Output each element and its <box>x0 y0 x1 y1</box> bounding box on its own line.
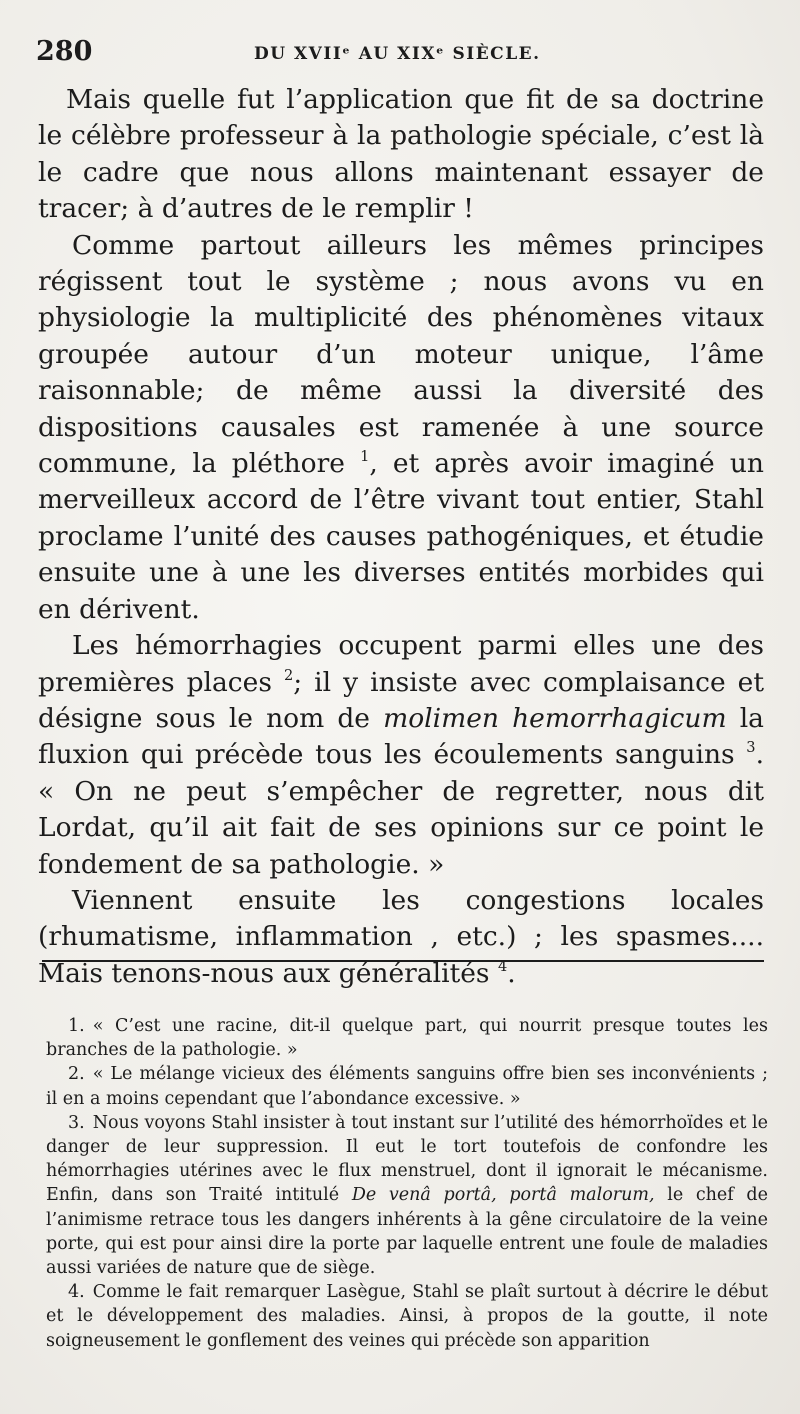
paragraph-4-text-b: . <box>507 957 516 989</box>
paragraph-2 <box>38 228 764 628</box>
footnotes <box>46 1014 768 1353</box>
footnote-ref-2: 2 <box>283 666 294 684</box>
footnote-2-text: « Le mélange vicieux des éléments sanguins offre bien ses inconvénients ; il en a moins cependant que l’abondance excessive. » <box>46 1064 768 1109</box>
paragraph-3-italic: molimen hemorrhagicum <box>383 702 727 734</box>
footnote-ref-4: 4 <box>497 957 508 975</box>
footnote-3 <box>46 1111 768 1280</box>
paragraph-3 <box>38 628 764 883</box>
footnote-1-text: « C’est une racine, dit-il quelque part, qui nourrit presque toutes les branches de la pathologie. » <box>46 1016 768 1061</box>
footnote-2 <box>46 1062 768 1110</box>
footnote-3-text-b: le chef de l’animisme retrace tous les dangers inhérents à la gêne circulatoire de la veine porte, qui est pour ainsi dire la porte par laquelle entrent une foule de maladies aussi variées de nature que de siège. <box>46 1185 768 1279</box>
footnote-2-number: 2. <box>68 1064 85 1085</box>
footnote-ref-1: 1 <box>360 448 370 466</box>
paragraph-4 <box>38 883 764 992</box>
footnote-4 <box>46 1280 768 1353</box>
main-text <box>38 82 764 992</box>
page-header <box>36 36 760 76</box>
running-title: DU XVIIᵉ AU XIXᵉ SIÈCLE. <box>254 44 541 64</box>
footnote-1-number: 1. <box>68 1016 85 1036</box>
footnote-ref-3: 3 <box>746 739 756 757</box>
paragraph-3-text-d: . « On ne peut s’empêcher de regretter, nous dit Lordat, qu’il ait fait de ses opinions sur ce point le fondement de sa pathologie. » <box>38 739 764 880</box>
paragraph-3-text-c: la fluxion qui précède tous les écoulements sanguins <box>38 702 764 771</box>
footnote-3-italic: De venâ portâ, portâ malorum, <box>351 1185 655 1206</box>
page-number: 280 <box>36 36 93 67</box>
paragraph-1-text: Mais quelle fut l’application que fit de sa doctrine le célèbre professeur à la pathologie spéciale, c’est là le cadre que nous allons maintenant essayer de tracer; à d’autres de le remplir ! <box>38 84 764 225</box>
footnote-3-text-a: Nous voyons Stahl insister à tout instant sur l’utilité des hémorrhoïdes et le danger de leur suppression. Il eut le tort toutefois de confondre les hémorrhagies utérines avec le flux menstruel, dont il ignorait le mécanisme. Enfin, dans son Traité intitulé <box>46 1112 768 1206</box>
paragraph-2-text-b: , et après avoir imaginé un merveilleux accord de l’être vivant tout entier, Stahl proclame l’unité des causes pathogéniques, et étudie ensuite une à une les diverses entités morbides qui en dérivent. <box>38 448 764 625</box>
footnote-4-text: Comme le fait remarquer Lasègue, Stahl se plaît surtout à décrire le début et le développement des maladies. Ainsi, à propos de la goutte, il note soigneusement le gonflement des veines qui précède son apparition <box>46 1282 768 1351</box>
paragraph-3-text-b: ; il y insiste avec complaisance et désigne sous le nom de <box>38 666 764 734</box>
footnote-divider <box>42 960 764 962</box>
footnote-1 <box>46 1014 768 1062</box>
paragraph-2-text-a: Comme partout ailleurs les mêmes principes régissent tout le système ; nous avons vu en physiologie la multiplicité des phénomènes vitaux groupée autour d’un moteur unique, l’âme raisonnable; de même aussi la diversité des dispositions causales est ramenée à une source commune, la pléthore <box>38 229 764 480</box>
footnote-4-number: 4. <box>68 1282 85 1303</box>
paragraph-1 <box>38 82 764 228</box>
paragraph-3-text-a: Les hémorrhagies occupent parmi elles une des premières places <box>38 630 764 698</box>
footnote-3-number: 3. <box>68 1112 85 1133</box>
paragraph-4-text-a: Viennent ensuite les congestions locales (rhumatisme, inflammation , etc.) ; les spasmes.... Mais tenons-nous aux généralités <box>38 884 764 989</box>
